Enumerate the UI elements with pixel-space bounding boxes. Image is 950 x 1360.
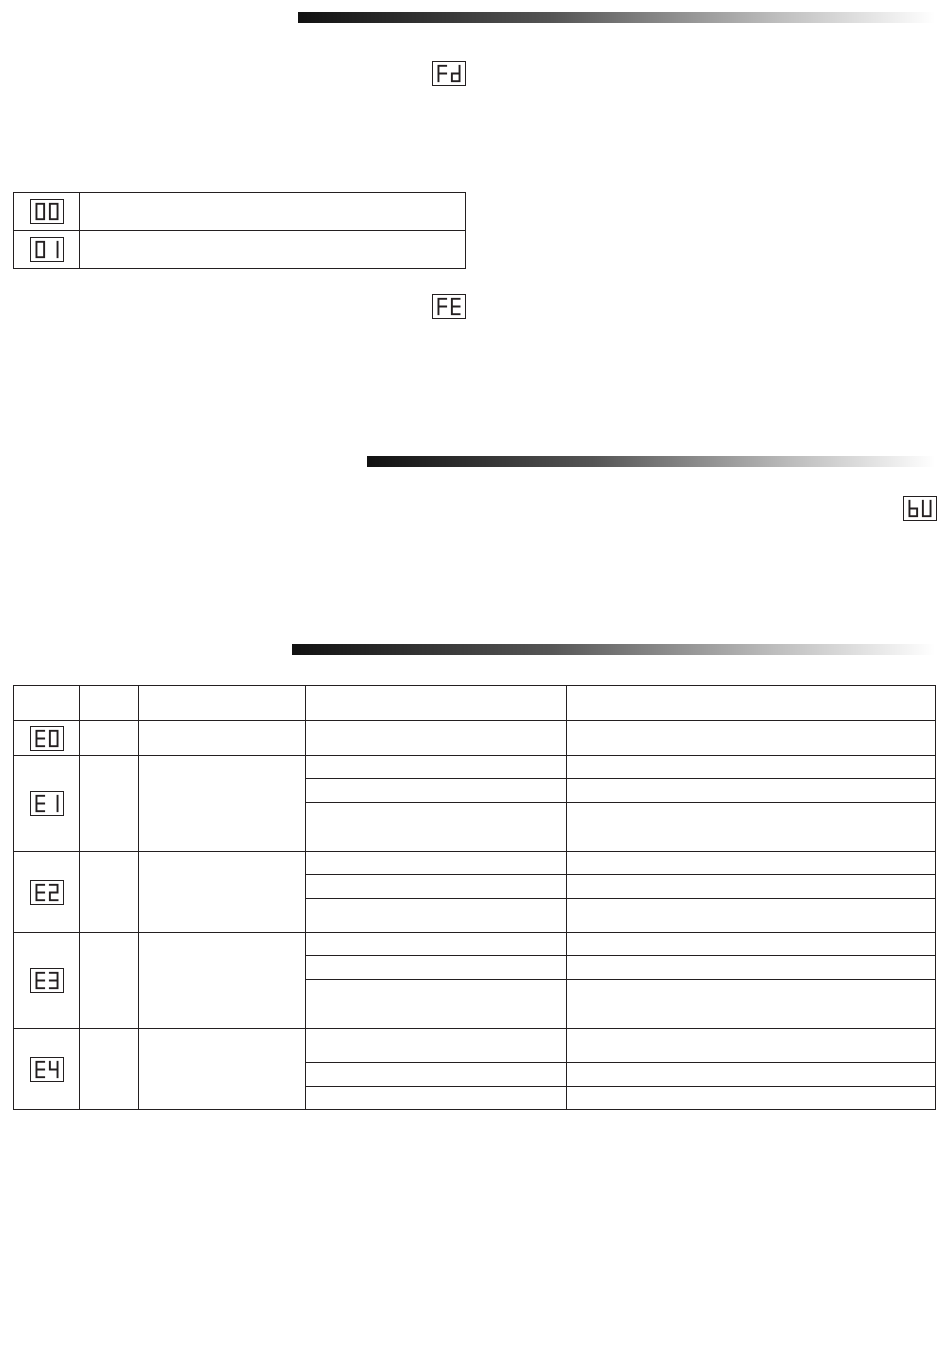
table-cell bbox=[80, 933, 139, 1029]
header-cell bbox=[14, 686, 80, 721]
segment-glyph bbox=[49, 973, 57, 988]
error-table bbox=[13, 685, 936, 1110]
option-row-01 bbox=[14, 231, 466, 269]
display-00-icon bbox=[30, 199, 64, 224]
error-table-header bbox=[14, 686, 936, 721]
table-cell bbox=[306, 1087, 567, 1110]
segment-glyph bbox=[49, 730, 57, 745]
segment-glyph bbox=[49, 1061, 57, 1076]
table-cell bbox=[139, 721, 306, 756]
table-cell bbox=[306, 852, 567, 875]
table-cell bbox=[567, 756, 936, 779]
table-cell bbox=[306, 899, 567, 933]
display-e1-icon bbox=[30, 791, 64, 816]
table-cell bbox=[306, 803, 567, 852]
display-e0-icon bbox=[30, 726, 64, 751]
segment-glyph bbox=[36, 204, 44, 219]
table-cell bbox=[567, 1029, 936, 1063]
display-e2-icon bbox=[30, 880, 64, 905]
segment-glyph bbox=[36, 884, 44, 899]
segment-glyph bbox=[452, 66, 460, 81]
segment-glyph bbox=[438, 299, 446, 314]
table-cell bbox=[567, 803, 936, 852]
error-code-cell bbox=[14, 1029, 80, 1110]
table-cell bbox=[567, 1063, 936, 1087]
error-code-cell bbox=[14, 721, 80, 756]
table-cell bbox=[567, 852, 936, 875]
table-cell bbox=[139, 1029, 306, 1110]
table-cell bbox=[567, 980, 936, 1029]
table-cell bbox=[567, 721, 936, 756]
table-cell bbox=[306, 933, 567, 956]
table-cell bbox=[567, 779, 936, 803]
table-cell bbox=[80, 1029, 139, 1110]
table-cell bbox=[139, 756, 306, 852]
segment-glyph bbox=[452, 299, 460, 314]
table-row bbox=[14, 933, 936, 956]
segment-glyph bbox=[36, 242, 44, 257]
table-cell bbox=[567, 956, 936, 980]
table-cell bbox=[306, 756, 567, 779]
section-bar-2 bbox=[367, 456, 935, 467]
table-cell bbox=[139, 852, 306, 933]
segment-glyph bbox=[36, 1061, 44, 1076]
error-code-cell bbox=[14, 756, 80, 852]
table-cell bbox=[80, 721, 139, 756]
segment-glyph bbox=[36, 730, 44, 745]
segment-glyph bbox=[909, 501, 917, 516]
segment-glyph bbox=[49, 884, 57, 899]
table-cell bbox=[139, 933, 306, 1029]
table-cell bbox=[567, 1087, 936, 1110]
option-description bbox=[80, 193, 466, 231]
option-table bbox=[13, 192, 466, 269]
segment-glyph bbox=[36, 973, 44, 988]
table-row bbox=[14, 1029, 936, 1063]
error-code-cell bbox=[14, 852, 80, 933]
table-cell bbox=[306, 721, 567, 756]
table-cell bbox=[306, 956, 567, 980]
display-fe-icon bbox=[432, 294, 466, 319]
table-cell bbox=[306, 875, 567, 899]
header-cell bbox=[80, 686, 139, 721]
header-cell bbox=[567, 686, 936, 721]
option-code-cell bbox=[14, 193, 80, 231]
display-e4-icon bbox=[30, 1057, 64, 1082]
table-row bbox=[14, 852, 936, 875]
header-cell bbox=[306, 686, 567, 721]
segment-glyph bbox=[36, 796, 44, 811]
table-cell bbox=[306, 1029, 567, 1063]
table-cell bbox=[567, 933, 936, 956]
table-cell bbox=[80, 852, 139, 933]
table-cell bbox=[306, 779, 567, 803]
header-cell bbox=[139, 686, 306, 721]
segment-glyph bbox=[49, 204, 57, 219]
table-cell bbox=[80, 756, 139, 852]
table-cell bbox=[306, 980, 567, 1029]
section-bar-3 bbox=[292, 644, 935, 655]
table-row bbox=[14, 721, 936, 756]
display-01-icon bbox=[30, 237, 64, 262]
table-cell bbox=[567, 899, 936, 933]
table-cell bbox=[306, 1063, 567, 1087]
option-code-cell bbox=[14, 231, 80, 269]
display-fd-icon bbox=[432, 61, 466, 86]
segment-glyph bbox=[438, 66, 446, 81]
table-cell bbox=[567, 875, 936, 899]
error-code-cell bbox=[14, 933, 80, 1029]
option-row-00 bbox=[14, 193, 466, 231]
section-bar-1 bbox=[298, 12, 935, 23]
table-row bbox=[14, 756, 936, 779]
display-e3-icon bbox=[30, 968, 64, 993]
option-description bbox=[80, 231, 466, 269]
segment-glyph bbox=[923, 501, 931, 516]
display-bu-icon bbox=[903, 496, 937, 521]
